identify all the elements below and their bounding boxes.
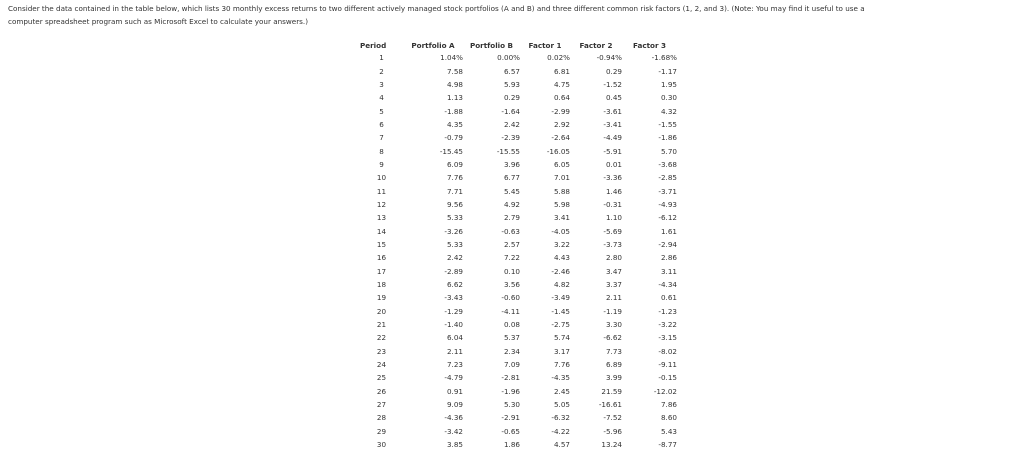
- factor-2-cell: 3.30: [605, 320, 622, 330]
- factor-1-cell: -2.75: [551, 320, 570, 330]
- table-row: [360, 278, 677, 291]
- period-cell: 7: [379, 133, 384, 143]
- table-row: [360, 251, 677, 264]
- portfolio-b-cell: -15.55: [496, 146, 520, 156]
- portfolio-a-cell: -1.88: [444, 106, 463, 116]
- portfolio-a-cell: 1.13: [446, 93, 463, 103]
- factor-1-cell: 0.64: [553, 93, 570, 103]
- table-row: [360, 211, 677, 224]
- portfolio-b-cell: 0.29: [503, 93, 520, 103]
- factor-1-cell: 3.22: [553, 239, 570, 249]
- portfolio-b-cell: 3.56: [503, 280, 520, 290]
- portfolio-a-cell: -15.45: [439, 146, 463, 156]
- factor-2-cell: -16.61: [598, 400, 622, 410]
- factor-1-cell: 6.05: [553, 159, 570, 169]
- factor-3-cell: -0.15: [658, 373, 677, 383]
- table-row: [360, 238, 677, 251]
- factor-1-cell: 2.92: [553, 119, 570, 129]
- portfolio-b-cell: -2.91: [501, 413, 520, 423]
- period-cell: 17: [376, 266, 387, 276]
- period-cell: 29: [376, 426, 387, 436]
- factor-1-cell: 5.88: [553, 186, 570, 196]
- portfolio-a-cell: 7.71: [446, 186, 463, 196]
- table-row: [360, 291, 677, 304]
- period-cell: 25: [376, 373, 387, 383]
- factor-3-cell: -6.12: [658, 213, 677, 223]
- portfolio-a-header: Portfolio A: [411, 40, 455, 50]
- period-cell: 12: [376, 199, 387, 209]
- portfolio-b-cell: 7.22: [503, 253, 520, 263]
- factor-2-cell: 2.11: [605, 293, 622, 303]
- portfolio-b-cell: 6.57: [503, 66, 520, 76]
- factor-1-cell: -4.35: [551, 373, 570, 383]
- portfolio-a-cell: -1.40: [444, 320, 463, 330]
- period-cell: 19: [376, 293, 387, 303]
- factor-3-cell: 1.61: [660, 226, 677, 236]
- factor-2-cell: -3.73: [603, 239, 622, 249]
- factor-1-cell: 6.81: [553, 66, 570, 76]
- period-cell: 14: [376, 226, 387, 236]
- factor-3-cell: 4.32: [660, 106, 677, 116]
- factor-1-cell: -2.99: [551, 106, 570, 116]
- factor-1-cell: 2.45: [553, 386, 570, 396]
- factor-2-cell: -0.94%: [596, 53, 622, 63]
- factor-1-cell: 5.05: [553, 400, 570, 410]
- portfolio-b-cell: -2.81: [501, 373, 520, 383]
- factor-1-cell: 4.43: [553, 253, 570, 263]
- portfolio-b-cell: 6.77: [503, 173, 520, 183]
- factor-3-cell: -8.02: [658, 346, 677, 356]
- factor-1-cell: 5.74: [553, 333, 570, 343]
- portfolio-b-cell: 7.09: [503, 360, 520, 370]
- portfolio-a-cell: 9.09: [446, 400, 463, 410]
- period-cell: 5: [379, 106, 384, 116]
- factor-3-cell: -4.93: [658, 199, 677, 209]
- table-row: [360, 198, 677, 211]
- factor-3-cell: -9.11: [658, 360, 677, 370]
- portfolio-a-cell: 4.98: [446, 79, 463, 89]
- factor-2-cell: -7.52: [603, 413, 622, 423]
- portfolio-b-cell: 1.86: [503, 440, 520, 450]
- period-cell: 6: [379, 119, 384, 129]
- portfolio-b-cell: 0.08: [503, 320, 520, 330]
- portfolio-b-cell: -4.11: [501, 306, 520, 316]
- portfolio-b-cell: 5.37: [503, 333, 520, 343]
- period-cell: 8: [379, 146, 384, 156]
- portfolio-a-cell: 5.33: [446, 213, 463, 223]
- period-cell: 10: [376, 173, 387, 183]
- factor-1-cell: 7.76: [553, 360, 570, 370]
- factor-1-cell: -6.32: [551, 413, 570, 423]
- factor-3-cell: -2.85: [658, 173, 677, 183]
- factor-3-header: Factor 3: [632, 40, 667, 50]
- factor-1-cell: -4.05: [551, 226, 570, 236]
- factor-3-cell: -1.23: [658, 306, 677, 316]
- table-body: [360, 51, 677, 451]
- factor-3-cell: -4.34: [658, 280, 677, 290]
- factor-2-cell: 6.89: [605, 360, 622, 370]
- table-row: [360, 305, 677, 318]
- table-row: [360, 371, 677, 384]
- factor-3-cell: 7.86: [660, 400, 677, 410]
- factor-1-cell: -1.45: [551, 306, 570, 316]
- portfolio-a-cell: 7.58: [446, 66, 463, 76]
- portfolio-b-cell: -0.65: [501, 426, 520, 436]
- portfolio-b-cell: 2.57: [503, 239, 520, 249]
- header-row: [360, 39, 677, 51]
- factor-2-cell: 21.59: [601, 386, 622, 396]
- factor-1-cell: -16.05: [546, 146, 570, 156]
- portfolio-b-cell: -2.39: [501, 133, 520, 143]
- portfolio-a-cell: 9.56: [446, 199, 463, 209]
- factor-3-cell: 0.30: [660, 93, 677, 103]
- factor-3-cell: -8.77: [658, 440, 677, 450]
- portfolio-a-cell: 6.62: [446, 280, 463, 290]
- table-row: [360, 64, 677, 77]
- period-cell: 24: [376, 360, 387, 370]
- portfolio-a-cell: -1.29: [444, 306, 463, 316]
- table-row: [360, 425, 677, 438]
- period-cell: 22: [376, 333, 387, 343]
- portfolio-b-cell: -0.60: [501, 293, 520, 303]
- portfolio-b-cell: 4.92: [503, 199, 520, 209]
- factor-1-cell: 3.17: [553, 346, 570, 356]
- portfolio-a-cell: -3.26: [444, 226, 463, 236]
- table-row: [360, 118, 677, 131]
- portfolio-a-cell: 7.23: [446, 360, 463, 370]
- period-cell: 3: [379, 79, 384, 89]
- period-cell: 27: [376, 400, 387, 410]
- portfolio-b-cell: 2.79: [503, 213, 520, 223]
- portfolio-a-cell: 4.35: [446, 119, 463, 129]
- factor-1-cell: 7.01: [553, 173, 570, 183]
- portfolio-b-cell: 3.96: [503, 159, 520, 169]
- portfolio-b-cell: -0.63: [501, 226, 520, 236]
- factor-3-cell: 1.95: [660, 79, 677, 89]
- table-row: [360, 78, 677, 91]
- factor-2-cell: -4.49: [603, 133, 622, 143]
- period-cell: 4: [379, 93, 384, 103]
- factor-2-cell: -3.36: [603, 173, 622, 183]
- table-row: [360, 91, 677, 104]
- portfolio-a-cell: 7.76: [446, 173, 463, 183]
- factor-3-cell: 8.60: [660, 413, 677, 423]
- factor-1-cell: -2.64: [551, 133, 570, 143]
- portfolio-b-header: Portfolio B: [469, 40, 514, 50]
- factor-3-cell: -1.17: [658, 66, 677, 76]
- period-cell: 21: [376, 320, 387, 330]
- table-row: [360, 158, 677, 171]
- factor-2-cell: -3.61: [603, 106, 622, 116]
- factor-1-cell: 4.82: [553, 280, 570, 290]
- period-cell: 13: [376, 213, 387, 223]
- table-row: [360, 144, 677, 157]
- period-cell: 23: [376, 346, 387, 356]
- portfolio-a-cell: 6.04: [446, 333, 463, 343]
- period-cell: 26: [376, 386, 387, 396]
- factor-1-cell: -4.22: [551, 426, 570, 436]
- factor-2-cell: 13.24: [601, 440, 622, 450]
- portfolio-b-cell: 5.30: [503, 400, 520, 410]
- factor-1-cell: -3.49: [551, 293, 570, 303]
- question-intro: [8, 2, 1018, 28]
- period-cell: 2: [379, 66, 384, 76]
- portfolio-b-cell: 2.42: [503, 119, 520, 129]
- intro-line-1: Consider the data contained in the table below, which lists 30 monthly excess returns to two different actively managed stock portfolios (A and B) and three different common risk factors (1, 2, and 3). (Note: You may find it useful to use a: [8, 4, 865, 13]
- portfolio-b-cell: -1.96: [501, 386, 520, 396]
- factor-2-cell: 0.01: [605, 159, 622, 169]
- factor-3-cell: -3.68: [658, 159, 677, 169]
- table-row: [360, 265, 677, 278]
- table-row: [360, 385, 677, 398]
- factor-1-cell: 3.41: [553, 213, 570, 223]
- portfolio-a-cell: 6.09: [446, 159, 463, 169]
- factor-3-cell: 5.43: [660, 426, 677, 436]
- table-header: [360, 39, 677, 51]
- portfolio-a-cell: -4.36: [444, 413, 463, 423]
- factor-1-header: Factor 1: [528, 40, 562, 50]
- factor-2-cell: 2.80: [605, 253, 622, 263]
- factor-2-cell: -5.96: [603, 426, 622, 436]
- portfolio-b-cell: 0.10: [503, 266, 520, 276]
- factor-3-cell: -1.68%: [651, 53, 677, 63]
- factor-2-cell: 0.29: [605, 66, 622, 76]
- portfolio-a-cell: 2.42: [446, 253, 463, 263]
- portfolio-a-cell: 0.91: [446, 386, 463, 396]
- period-cell: 11: [376, 186, 387, 196]
- factor-3-cell: -3.15: [658, 333, 677, 343]
- table-row: [360, 358, 677, 371]
- period-cell: 18: [376, 280, 387, 290]
- period-cell: 30: [376, 440, 387, 450]
- factor-3-cell: -3.22: [658, 320, 677, 330]
- portfolio-a-cell: -3.43: [444, 293, 463, 303]
- portfolio-a-cell: -4.79: [444, 373, 463, 383]
- table-row: [360, 331, 677, 344]
- portfolio-b-cell: 5.93: [503, 79, 520, 89]
- portfolio-b-cell: 2.34: [503, 346, 520, 356]
- period-cell: 1: [379, 53, 384, 63]
- factor-1-cell: 5.98: [553, 199, 570, 209]
- factor-2-cell: -3.41: [603, 119, 622, 129]
- portfolio-a-cell: -3.42: [444, 426, 463, 436]
- factor-1-cell: 0.02%: [547, 53, 570, 63]
- factor-3-cell: -3.71: [658, 186, 677, 196]
- portfolio-a-cell: -2.89: [444, 266, 463, 276]
- table-row: [360, 318, 677, 331]
- factor-3-cell: -1.86: [658, 133, 677, 143]
- factor-3-cell: 5.70: [660, 146, 677, 156]
- factor-3-cell: 2.86: [660, 253, 677, 263]
- factor-2-cell: 3.99: [605, 373, 622, 383]
- factor-3-cell: -12.02: [653, 386, 677, 396]
- factor-1-cell: 4.57: [553, 440, 570, 450]
- period-header: Period: [360, 40, 387, 50]
- portfolio-a-cell: 1.04%: [440, 53, 463, 63]
- table-row: [360, 184, 677, 197]
- intro-line-2: computer spreadsheet program such as Microsoft Excel to calculate your answers.): [8, 17, 309, 26]
- factor-3-cell: 0.61: [660, 293, 677, 303]
- table-row: [360, 104, 677, 117]
- portfolio-b-cell: -1.64: [501, 106, 520, 116]
- factor-2-cell: -0.31: [603, 199, 622, 209]
- portfolio-b-cell: 5.45: [503, 186, 520, 196]
- factor-2-cell: 0.45: [605, 93, 622, 103]
- table-row: [360, 438, 677, 451]
- factor-1-cell: 4.75: [553, 79, 570, 89]
- factor-1-cell: -2.46: [551, 266, 570, 276]
- portfolio-b-cell: 0.00%: [497, 53, 520, 63]
- factor-2-cell: 3.47: [605, 266, 622, 276]
- table-row: [360, 131, 677, 144]
- period-cell: 15: [376, 239, 387, 249]
- factor-2-cell: 7.73: [605, 346, 622, 356]
- factor-2-cell: 1.46: [605, 186, 622, 196]
- table-row: [360, 345, 677, 358]
- factor-3-cell: -1.55: [658, 119, 677, 129]
- portfolio-a-cell: 5.33: [446, 239, 463, 249]
- factor-2-cell: -5.69: [603, 226, 622, 236]
- factor-2-header: Factor 2: [579, 40, 613, 50]
- factor-2-cell: -1.19: [603, 306, 622, 316]
- period-cell: 16: [376, 253, 387, 263]
- returns-table: [360, 39, 677, 451]
- portfolio-a-cell: -0.79: [444, 133, 463, 143]
- period-cell: 20: [376, 306, 387, 316]
- table-row: [360, 224, 677, 237]
- period-cell: 9: [379, 159, 384, 169]
- table-row: [360, 171, 677, 184]
- factor-2-cell: -6.62: [603, 333, 622, 343]
- factor-2-cell: 1.10: [605, 213, 622, 223]
- factor-3-cell: -2.94: [658, 239, 677, 249]
- table-row: [360, 398, 677, 411]
- portfolio-a-cell: 2.11: [446, 346, 463, 356]
- portfolio-a-cell: 3.85: [446, 440, 463, 450]
- factor-2-cell: -1.52: [603, 79, 622, 89]
- factor-2-cell: 3.37: [605, 280, 622, 290]
- table-row: [360, 411, 677, 424]
- table-row: [360, 51, 677, 64]
- factor-2-cell: -5.91: [603, 146, 622, 156]
- factor-3-cell: 3.11: [660, 266, 677, 276]
- period-cell: 28: [376, 413, 387, 423]
